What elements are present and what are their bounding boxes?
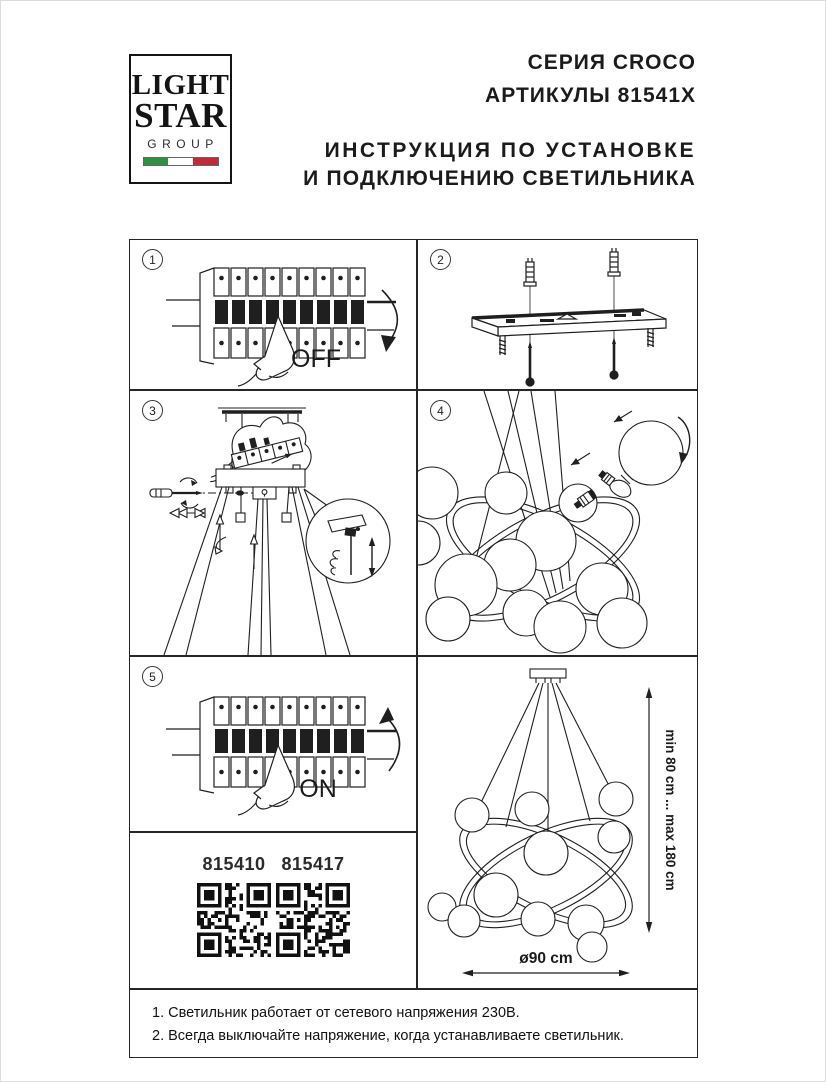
chandelier-dimensions-drawing xyxy=(418,657,699,988)
flag-white xyxy=(168,158,193,165)
glass-globes xyxy=(428,782,633,962)
bulb-installation-drawing xyxy=(418,391,699,655)
hanging-stud-left xyxy=(499,336,506,355)
wall-anchor-left xyxy=(524,258,536,286)
instruction-title-line2: И ПОДКЛЮЧЕНИЮ СВЕТИЛЬНИКА xyxy=(303,167,696,190)
long-screw-right xyxy=(609,337,618,380)
steps-table xyxy=(129,239,698,1058)
step-3-cell xyxy=(130,391,416,655)
qr-code-1 xyxy=(197,883,271,957)
up-arrow-icons xyxy=(215,515,258,569)
breaker-on-drawing xyxy=(130,657,416,831)
qr-code-2 xyxy=(276,883,350,957)
step-1-badge xyxy=(142,249,163,270)
canopy xyxy=(216,465,305,499)
breaker-off-drawing xyxy=(130,240,416,389)
series-title: СЕРИЯ CROCO xyxy=(527,51,696,74)
italian-flag-icon xyxy=(143,157,219,166)
suspension-wires xyxy=(474,683,620,843)
mounting-plate-drawing xyxy=(418,240,699,389)
left-right-arrows-icon xyxy=(170,509,205,518)
hanging-stud-right xyxy=(647,328,654,347)
step-5-cell xyxy=(130,657,416,831)
ceiling-canopy xyxy=(530,669,566,683)
ceiling-bracket xyxy=(218,408,306,422)
canopy-wiring-drawing xyxy=(130,391,416,655)
detached-globe xyxy=(619,421,683,485)
step-3-number: 3 xyxy=(149,403,156,418)
logo-star-text: STAR xyxy=(134,96,227,135)
flag-green xyxy=(144,158,169,165)
step-5-badge xyxy=(142,666,163,687)
long-screw-left xyxy=(525,341,534,387)
step-2-badge xyxy=(430,249,451,270)
step-2-cell xyxy=(418,240,699,389)
logo-group-text: GROUP xyxy=(147,137,219,151)
notes-cell xyxy=(130,989,699,1055)
step-5-number: 5 xyxy=(149,669,156,684)
on-label: ON xyxy=(299,775,337,803)
wall-anchor-right xyxy=(608,248,620,276)
dimensions-cell xyxy=(418,657,699,988)
diameter-dimension xyxy=(462,970,630,976)
step-4-badge xyxy=(430,400,451,421)
step-4-number: 4 xyxy=(437,403,444,418)
height-range-label: min 80 cm ... max 180 cm xyxy=(663,729,678,891)
qr-block-1 xyxy=(197,854,271,988)
cable-lock-detail-circle xyxy=(304,489,390,583)
step-1-number: 1 xyxy=(149,252,156,267)
off-label: OFF xyxy=(291,345,341,373)
article-number: АРТИКУЛЫ 81541X xyxy=(485,84,696,107)
note-2: 2. Всегда выключайте напряжение, когда устанавливаете светильник. xyxy=(152,1028,624,1044)
step-2-number: 2 xyxy=(437,252,444,267)
instruction-title-line1: ИНСТРУКЦИЯ ПО УСТАНОВКЕ xyxy=(324,139,696,162)
arrow-up-icon xyxy=(379,707,400,771)
step-4-cell xyxy=(418,391,699,655)
qr-codes-cell xyxy=(130,832,417,988)
screwdriver-icon xyxy=(150,478,203,508)
step-3-badge xyxy=(142,400,163,421)
mounting-plate xyxy=(472,310,666,336)
logo-light-text: LIGHT xyxy=(131,69,230,101)
diameter-label: ø90 cm xyxy=(519,950,573,967)
qr-label-2: 815417 xyxy=(281,854,345,874)
step-1-cell xyxy=(130,240,416,389)
flag-red xyxy=(193,158,218,165)
arrow-down-icon xyxy=(381,290,397,352)
height-dimension xyxy=(646,687,652,933)
qr-block-2 xyxy=(276,854,350,988)
note-1: 1. Светильник работает от сетевого напряжения 230В. xyxy=(152,1005,520,1021)
qr-label-1: 815410 xyxy=(202,854,266,874)
lightstar-logo xyxy=(129,54,232,184)
